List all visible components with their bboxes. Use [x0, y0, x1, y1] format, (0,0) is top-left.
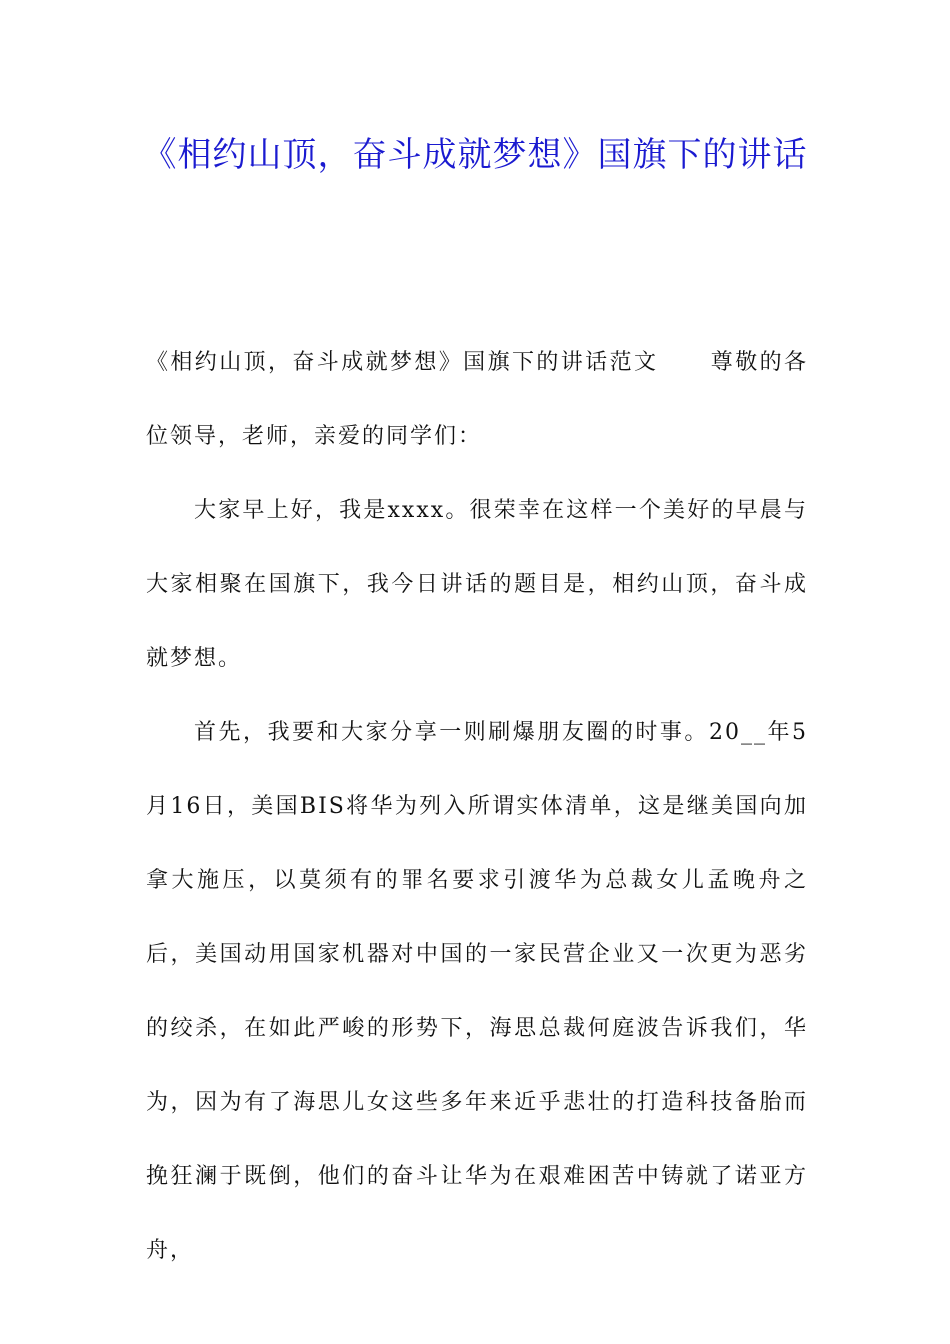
document-body — [146, 326, 808, 1288]
paragraph-intro: 大家早上好，我是xxxx。很荣幸在这样一个美好的早晨与大家相聚在国旗下，我今日讲话的题目是，相约山顶，奋斗成就梦想。 — [146, 498, 808, 671]
document-title: 《相约山顶，奋斗成就梦想》国旗下的讲话 — [142, 135, 808, 175]
paragraph-greeting — [146, 326, 808, 474]
paragraph-greeting-title: 《相约山顶，奋斗成就梦想》国旗下的讲话范文 — [146, 350, 659, 375]
paragraph-greeting-salutation: 尊敬的各位领导，老师，亲爱的同学们： — [146, 350, 808, 449]
paragraph-news: 首先，我要和大家分享一则刷爆朋友圈的时事。20__年5月16日，美国BIS将华为列入所谓实体清单，这是继美国向加拿大施压，以莫须有的罪名要求引渡华为总裁女儿孟晚舟之后，美国动用国家机器对中国的一家民营企业又一次更为恶劣的绞杀，在如此严峻的形势下，海思总裁何庭波告诉我们，华为，因为有了海思儿女这些多年来近乎悲壮的打造科技备胎而挽狂澜于既倒，他们的奋斗让华为在艰难困苦中铸就了诺亚方舟， — [146, 720, 808, 1263]
